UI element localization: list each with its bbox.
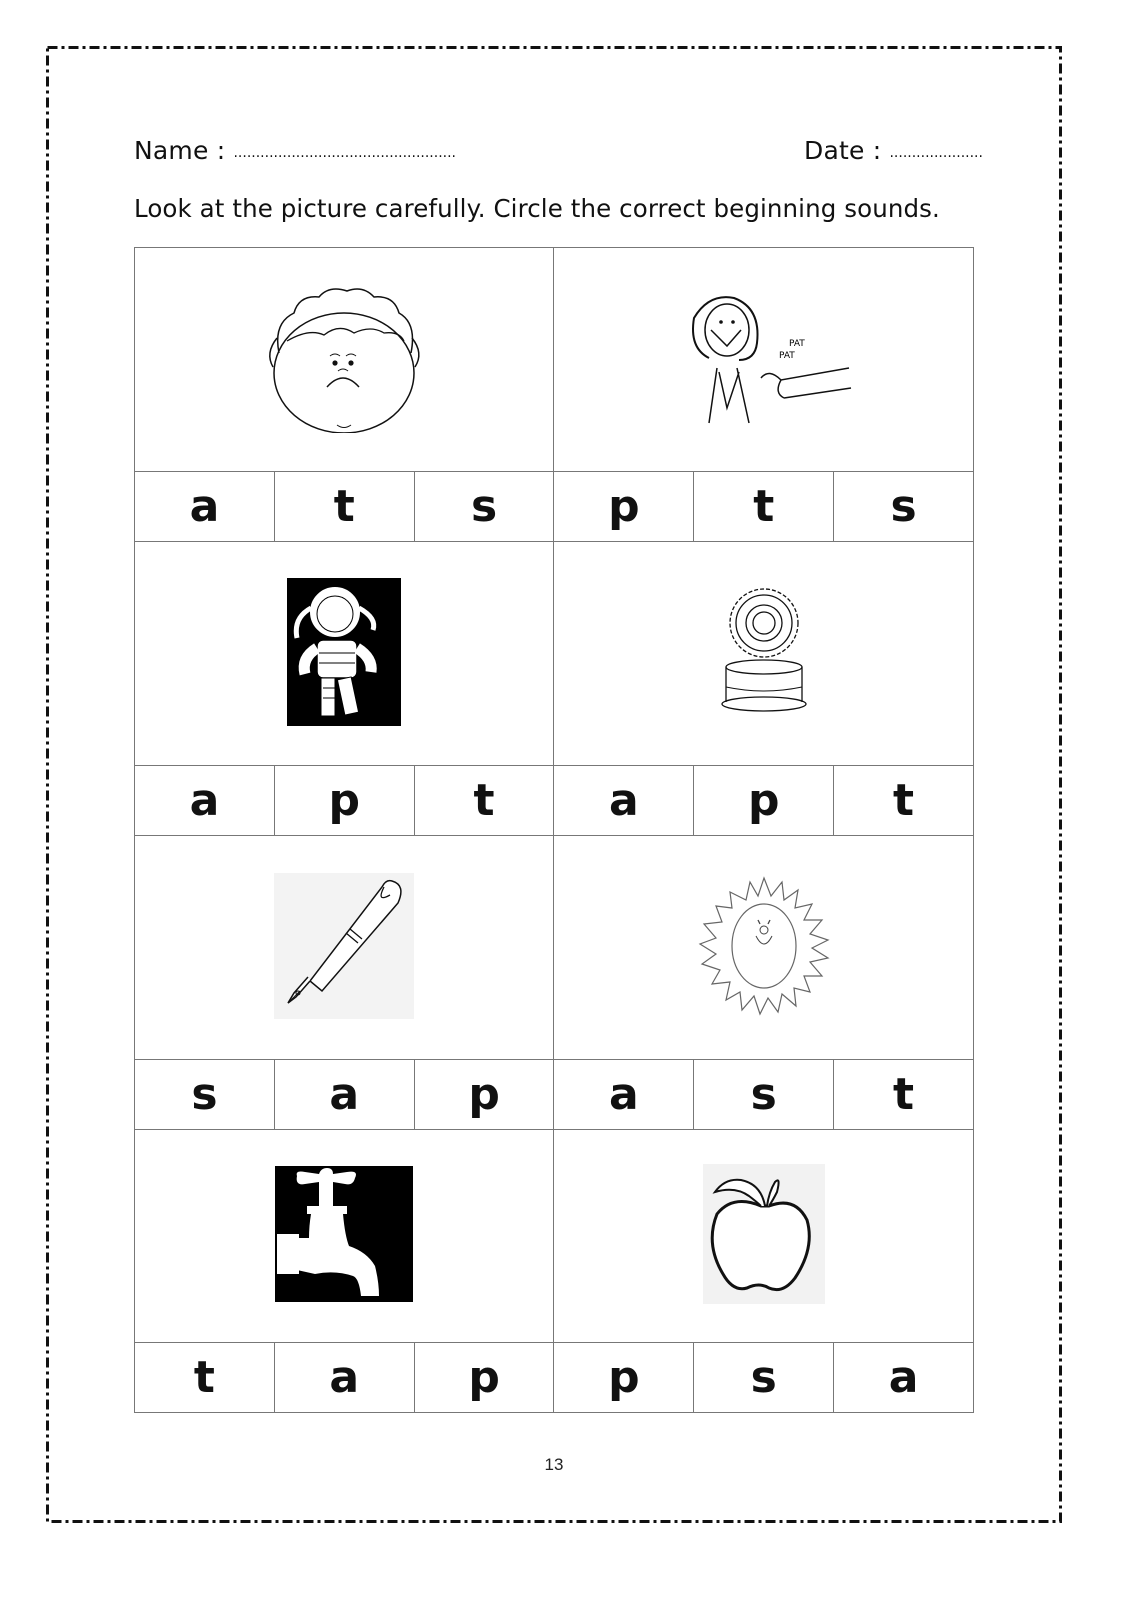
name-blank-line[interactable]: ..................................................: [233, 145, 456, 161]
sun-icon: [694, 876, 834, 1020]
worksheet-grid: [134, 247, 974, 1413]
instructions: Look at the picture carefully. Circle the correct beginning sounds.: [134, 194, 940, 223]
pat-on-shoulder-icon: [669, 288, 859, 432]
letter-option[interactable]: a: [135, 472, 275, 542]
letter-option[interactable]: a: [554, 766, 694, 836]
letter-option[interactable]: p: [414, 1343, 554, 1413]
picture-cell: [554, 542, 974, 766]
letter-option[interactable]: a: [554, 1060, 694, 1130]
picture-cell: [554, 1130, 974, 1343]
letter-option[interactable]: s: [694, 1060, 834, 1130]
letter-option[interactable]: t: [135, 1343, 275, 1413]
name-field[interactable]: [134, 136, 456, 165]
letter-option[interactable]: p: [694, 766, 834, 836]
sad-boy-face-icon: [259, 283, 429, 437]
letter-option[interactable]: p: [554, 472, 694, 542]
letter-option[interactable]: t: [694, 472, 834, 542]
picture-cell: [135, 1130, 554, 1343]
picture-cell: [554, 248, 974, 472]
svg-text:PAT: PAT: [778, 350, 795, 361]
open-tin-can-icon: [719, 587, 809, 721]
water-tap-icon: [275, 1166, 413, 1306]
astronaut-icon: [287, 578, 401, 730]
letter-option[interactable]: t: [834, 766, 974, 836]
letter-option[interactable]: s: [414, 472, 554, 542]
letter-option[interactable]: p: [554, 1343, 694, 1413]
picture-cell: [135, 248, 554, 472]
picture-cell: [554, 836, 974, 1060]
name-label: Name :: [134, 136, 226, 165]
picture-cell: [135, 836, 554, 1060]
letter-option[interactable]: a: [274, 1060, 414, 1130]
letter-option[interactable]: p: [414, 1060, 554, 1130]
svg-text:PAT: PAT: [788, 338, 805, 349]
letter-option[interactable]: t: [274, 472, 414, 542]
letter-option[interactable]: t: [414, 766, 554, 836]
letter-option[interactable]: t: [834, 1060, 974, 1130]
letter-option[interactable]: a: [834, 1343, 974, 1413]
date-label: Date :: [804, 136, 882, 165]
apple-icon: [703, 1164, 825, 1308]
date-blank-line[interactable]: .....................: [889, 145, 983, 161]
picture-cell: [135, 542, 554, 766]
letter-option[interactable]: p: [274, 766, 414, 836]
letter-option[interactable]: a: [135, 766, 275, 836]
letter-option[interactable]: s: [135, 1060, 275, 1130]
letter-option[interactable]: s: [694, 1343, 834, 1413]
fountain-pen-icon: [274, 873, 414, 1023]
letter-option[interactable]: s: [834, 472, 974, 542]
letter-option[interactable]: a: [274, 1343, 414, 1413]
page-number: 13: [544, 1455, 564, 1474]
date-field[interactable]: [804, 136, 983, 165]
